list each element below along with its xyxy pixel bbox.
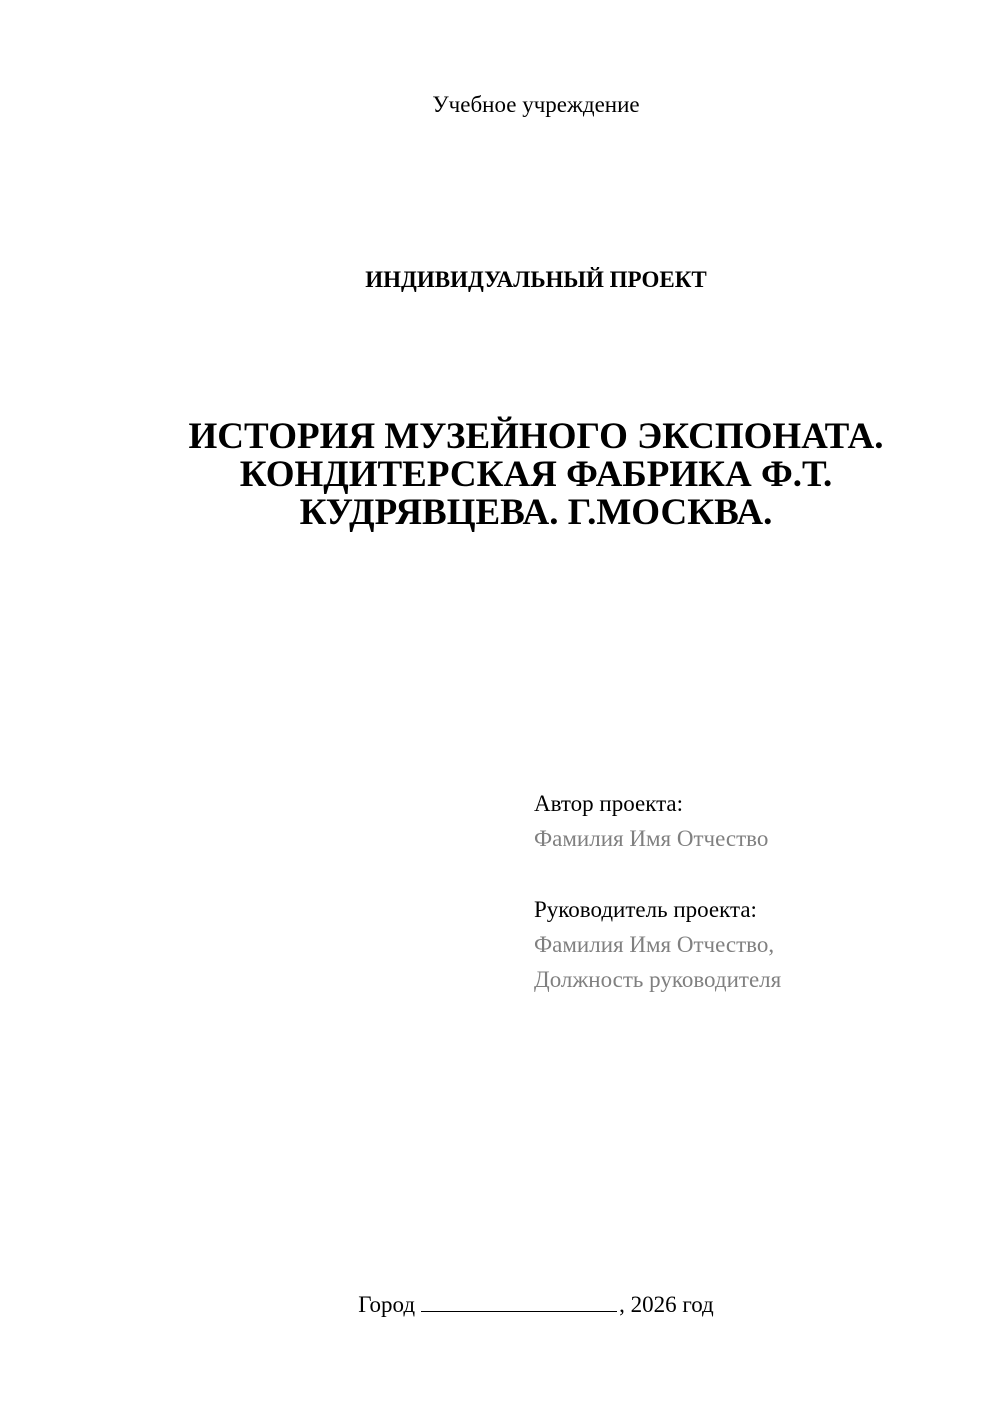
supervisor-block [534, 892, 974, 997]
footer-city-year [0, 1290, 1000, 1320]
supervisor-label: Руководитель проекта: [534, 897, 757, 922]
city-label: Город [358, 1292, 416, 1317]
author-label: Автор проекта: [534, 791, 683, 816]
project-title-line: КУДРЯВЦЕВА. Г.МОСКВА. [299, 492, 773, 533]
author-name-placeholder: Фамилия Имя Отчество [534, 826, 769, 851]
supervisor-name-placeholder: Фамилия Имя Отчество, [534, 932, 775, 957]
supervisor-position-placeholder: Должность руководителя [534, 967, 782, 992]
year-text: , 2026 год [619, 1292, 714, 1317]
author-block [534, 786, 974, 856]
city-blank-line [421, 1291, 617, 1312]
project-title-line: КОНДИТЕРСКАЯ ФАБРИКА Ф.Т. [239, 454, 833, 495]
project-title [140, 418, 932, 532]
institution-name: Учебное учреждение [432, 92, 640, 117]
project-title-line: ИСТОРИЯ МУЗЕЙНОГО ЭКСПОНАТА. [188, 416, 884, 457]
document-type: ИНДИВИДУАЛЬНЫЙ ПРОЕКТ [365, 267, 707, 292]
